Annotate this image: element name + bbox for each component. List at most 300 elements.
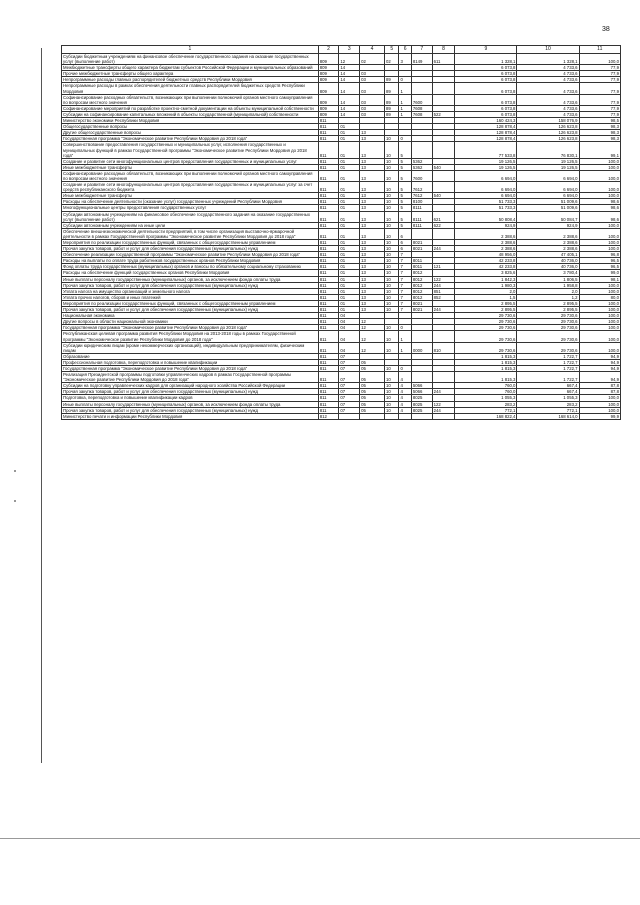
ministry-code-cell: 811	[318, 395, 339, 401]
planned-amount-cell: 160 424,3	[455, 118, 517, 124]
row-name-cell: Образование	[62, 353, 319, 359]
percent-cell: 98,6	[579, 211, 620, 222]
planned-amount-cell: 2 895,5	[455, 300, 517, 306]
planned-amount-cell: 924,9	[455, 222, 517, 228]
expense-type-cell	[432, 182, 455, 193]
expense-type-cell: 244	[432, 389, 455, 395]
row-name-cell: Субсидии на софинансирование капитальных вложений в объекты государственной (муниципальной) собственности	[62, 111, 319, 117]
row-name-cell: Иные выплаты персоналу государственных (муниципальных) органов, за исключением фонда оплаты труда	[62, 276, 319, 282]
subsection-cell: 13	[360, 130, 385, 136]
table-row	[62, 83, 621, 94]
actual-amount-cell: 4 733,6	[517, 105, 579, 111]
planned-amount-cell: 1 815,3	[455, 359, 517, 365]
planned-amount-cell: 51 733,3	[455, 199, 517, 205]
percent-cell: 87,8	[579, 383, 620, 389]
section-cell: 01	[339, 288, 360, 294]
article-cell	[411, 413, 432, 419]
actual-amount-cell: 4 733,6	[517, 94, 579, 105]
row-name-cell: Мероприятия по реализации государственных функций, связанных с общегосударственным управлением	[62, 300, 319, 306]
table-row	[62, 372, 621, 383]
header-cell: 8	[432, 46, 455, 54]
planned-amount-cell: 128 878,4	[455, 130, 517, 136]
percent-cell: 100,0	[579, 319, 620, 325]
article-cell	[411, 83, 432, 94]
subprogram-cell: 4	[399, 372, 411, 383]
article-cell: 8021	[411, 307, 432, 313]
subprogram-cell: 5	[399, 158, 411, 164]
planned-amount-cell: 50 808,4	[455, 211, 517, 222]
row-name-cell: Софинансирование расходных обязательств, возникающих при выполнении полномочий органов местного самоуправления по вопросам местного значения	[62, 94, 319, 105]
section-cell: 04	[339, 325, 360, 331]
planned-amount-cell: 19 126,5	[455, 164, 517, 170]
row-name-cell: Субсидии юридическим лицам (кроме некоммерческих организаций), индивидуальным предпринимателям, физическим лицам	[62, 342, 319, 353]
program-cell: 89	[384, 94, 398, 105]
section-cell: 01	[339, 294, 360, 300]
table-body	[62, 54, 621, 420]
section-cell: 14	[339, 65, 360, 71]
planned-amount-cell: 6 073,8	[455, 77, 517, 83]
percent-cell: 100,0	[579, 193, 620, 199]
planned-amount-cell: 2 388,6	[455, 228, 517, 239]
actual-amount-cell: 19 126,5	[517, 158, 579, 164]
section-cell: 01	[339, 240, 360, 246]
expense-type-cell: 122	[432, 401, 455, 407]
subprogram-cell: 0	[399, 325, 411, 331]
header-cell: 7	[411, 46, 432, 54]
ministry-code-cell: 811	[318, 307, 339, 313]
subsection-cell: 05	[360, 372, 385, 383]
section-cell: 01	[339, 182, 360, 193]
actual-amount-cell: 2 388,6	[517, 246, 579, 252]
percent-cell: 77,9	[579, 71, 620, 77]
article-cell: 5362	[411, 158, 432, 164]
table-row	[62, 211, 621, 222]
page-bottom-line	[0, 838, 640, 839]
percent-cell: 100,0	[579, 395, 620, 401]
subsection-cell: 02	[360, 54, 385, 65]
subprogram-cell: 6	[399, 228, 411, 239]
subprogram-cell: 7	[399, 288, 411, 294]
program-cell: 10	[384, 264, 398, 270]
actual-amount-cell: 126 623,8	[517, 136, 579, 142]
ministry-code-cell: 809	[318, 65, 339, 71]
section-cell: 12	[339, 54, 360, 65]
header-cell: 9	[455, 46, 517, 54]
actual-amount-cell: 50 084,7	[517, 211, 579, 222]
row-name-cell: Министерство печати и информации Республики Мордовия	[62, 413, 319, 419]
row-name-cell: Расходы на выплаты по оплате труда работников государственных органов Республики Мордовия	[62, 258, 319, 264]
section-cell: 14	[339, 83, 360, 94]
article-cell: 8100	[411, 199, 432, 205]
program-cell: 10	[384, 389, 398, 395]
subprogram-cell: 7	[399, 300, 411, 306]
table-row	[62, 142, 621, 158]
subsection-cell	[360, 413, 385, 419]
header-cell: 2	[318, 46, 339, 54]
actual-amount-cell: 76 830,1	[517, 142, 579, 158]
section-cell: 07	[339, 383, 360, 389]
program-cell: 10	[384, 325, 398, 331]
subsection-cell: 13	[360, 193, 385, 199]
program-cell: 10	[384, 164, 398, 170]
program-cell: 10	[384, 136, 398, 142]
ministry-code-cell: 811	[318, 258, 339, 264]
program-cell: 10	[384, 276, 398, 282]
row-name-cell: Межбюджетные трансферты общего характера бюджетам субъектов Российской Федерации и муниципальных образований	[62, 65, 319, 71]
ministry-code-cell: 811	[318, 118, 339, 124]
expense-type-cell: 244	[432, 246, 455, 252]
expense-type-cell: 244	[432, 307, 455, 313]
subsection-cell: 13	[360, 240, 385, 246]
program-cell: 10	[384, 252, 398, 258]
article-cell: 8111	[411, 205, 432, 211]
article-cell: 5362	[411, 164, 432, 170]
ministry-code-cell: 811	[318, 331, 339, 342]
percent-cell: 100,0	[579, 300, 620, 306]
expense-type-cell: 540	[432, 193, 455, 199]
expense-type-cell	[432, 228, 455, 239]
binding-margin-line	[41, 48, 42, 763]
percent-cell: 77,9	[579, 77, 620, 83]
actual-amount-cell: 667,4	[517, 383, 579, 389]
percent-cell: 100,0	[579, 240, 620, 246]
actual-amount-cell: 6 694,0	[517, 193, 579, 199]
program-cell: 10	[384, 342, 398, 353]
header-cell: 5	[384, 46, 398, 54]
expense-type-cell: 851	[432, 288, 455, 294]
subprogram-cell: 5	[399, 211, 411, 222]
section-cell: 04	[339, 342, 360, 353]
actual-amount-cell: 19 126,5	[517, 164, 579, 170]
actual-amount-cell: 47 405,1	[517, 252, 579, 258]
row-name-cell: Государственная программа "Экономическое развитие Республики Мордовия до 2018 года"	[62, 136, 319, 142]
actual-amount-cell: 2 388,6	[517, 228, 579, 239]
table-row	[62, 413, 621, 419]
section-cell: 07	[339, 407, 360, 413]
table-header-row	[62, 46, 621, 54]
percent-cell: 100,0	[579, 407, 620, 413]
section-cell: 01	[339, 264, 360, 270]
ministry-code-cell: 809	[318, 54, 339, 65]
actual-amount-cell: 40 736,0	[517, 258, 579, 264]
ministry-code-cell: 811	[318, 158, 339, 164]
subprogram-cell: 4	[399, 407, 411, 413]
ministry-code-cell: 811	[318, 228, 339, 239]
actual-amount-cell: 1 806,5	[517, 276, 579, 282]
planned-amount-cell: 1 815,3	[455, 365, 517, 371]
section-cell: 04	[339, 313, 360, 319]
row-name-cell: Субсидии бюджетным учреждениям на финансовое обеспечение государственного задания на оказание государственных услуг (выполнение работ)	[62, 54, 319, 65]
ministry-code-cell: 811	[318, 276, 339, 282]
planned-amount-cell: 772,1	[455, 407, 517, 413]
percent-cell: 98,6	[579, 205, 620, 211]
article-cell: 5066	[411, 389, 432, 395]
expense-type-cell: 810	[432, 342, 455, 353]
ministry-code-cell: 811	[318, 252, 339, 258]
program-cell: 10	[384, 193, 398, 199]
expense-type-cell	[432, 331, 455, 342]
expense-type-cell	[432, 83, 455, 94]
expense-type-cell: 622	[432, 222, 455, 228]
row-name-cell: Создание и развитие сети многофункциональных центров предоставления государственных и муниципальных услуг	[62, 158, 319, 164]
row-name-cell: Софинансирование расходных обязательств, возникающих при выполнении полномочий органов местного самоуправления по вопросам местного значения	[62, 170, 319, 181]
ministry-code-cell: 811	[318, 401, 339, 407]
subprogram-cell: 7	[399, 252, 411, 258]
program-cell: 10	[384, 246, 398, 252]
planned-amount-cell: 6 073,8	[455, 111, 517, 117]
expense-type-cell: 121	[432, 264, 455, 270]
row-name-cell: Государственная программа "Экономическое развитие Республики Мордовия до 2018 года"	[62, 325, 319, 331]
subsection-cell: 13	[360, 264, 385, 270]
subprogram-cell: 1	[399, 105, 411, 111]
header-cell: 3	[339, 46, 360, 54]
planned-amount-cell: 760,0	[455, 389, 517, 395]
subprogram-cell: 6	[399, 240, 411, 246]
actual-amount-cell: 3 780,4	[517, 270, 579, 276]
row-name-cell: Министерство экономики Республики Мордовия	[62, 118, 319, 124]
program-cell: 89	[384, 83, 398, 94]
table-row	[62, 170, 621, 181]
expense-type-cell: 244	[432, 407, 455, 413]
planned-amount-cell: 6 073,8	[455, 105, 517, 111]
expense-type-cell: 621	[432, 211, 455, 222]
percent-cell: 98,3	[579, 124, 620, 130]
section-cell: 14	[339, 94, 360, 105]
row-name-cell: Многофункциональные центры предоставления государственных услуг	[62, 205, 319, 211]
subsection-cell: 13	[360, 182, 385, 193]
program-cell: 10	[384, 142, 398, 158]
ministry-code-cell: 811	[318, 325, 339, 331]
percent-cell: 77,9	[579, 94, 620, 105]
header-cell: 6	[399, 46, 411, 54]
program-cell: 10	[384, 331, 398, 342]
planned-amount-cell: 6 073,8	[455, 71, 517, 77]
actual-amount-cell: 772,1	[517, 407, 579, 413]
planned-amount-cell: 6 694,0	[455, 182, 517, 193]
ministry-code-cell: 811	[318, 142, 339, 158]
actual-amount-cell: 283,2	[517, 401, 579, 407]
expense-type-cell	[432, 372, 455, 383]
ministry-code-cell: 811	[318, 130, 339, 136]
article-cell: 8025	[411, 401, 432, 407]
subprogram-cell: 7	[399, 307, 411, 313]
ministry-code-cell: 812	[318, 413, 339, 419]
planned-amount-cell: 51 733,3	[455, 205, 517, 211]
ministry-code-cell: 811	[318, 193, 339, 199]
subsection-cell: 03	[360, 111, 385, 117]
percent-cell: 100,0	[579, 307, 620, 313]
program-cell: 10	[384, 288, 398, 294]
article-cell: 8012	[411, 276, 432, 282]
ministry-code-cell: 809	[318, 111, 339, 117]
percent-cell: 87,8	[579, 389, 620, 395]
section-cell: 01	[339, 193, 360, 199]
table-row	[62, 331, 621, 342]
section-cell: 07	[339, 372, 360, 383]
program-cell: 10	[384, 158, 398, 164]
ministry-code-cell: 809	[318, 105, 339, 111]
actual-amount-cell: 667,4	[517, 389, 579, 395]
budget-table	[61, 45, 621, 420]
article-cell: 8021	[411, 240, 432, 246]
row-name-cell: Прочая закупка товаров, работ и услуг для обеспечения государственных (муниципальных) нужд	[62, 389, 319, 395]
planned-amount-cell: 29 730,6	[455, 313, 517, 319]
program-cell: 10	[384, 294, 398, 300]
section-cell: 01	[339, 158, 360, 164]
row-name-cell: Совершенствование предоставления государственных и муниципальных услуг, исполнения государственных и муниципальных функций в рамках Государственной программы "Экономическое развитие Республики Мордовия до 2018 года"	[62, 142, 319, 158]
program-cell	[384, 413, 398, 419]
actual-amount-cell: 4 733,6	[517, 71, 579, 77]
percent-cell: 77,9	[579, 65, 620, 71]
article-cell: 8025	[411, 407, 432, 413]
actual-amount-cell: 1 722,7	[517, 359, 579, 365]
percent-cell: 96,8	[579, 252, 620, 258]
section-cell: 14	[339, 111, 360, 117]
subprogram-cell: 6	[399, 246, 411, 252]
actual-amount-cell: 6 694,0	[517, 182, 579, 193]
percent-cell: 96,5	[579, 258, 620, 264]
percent-cell: 96,5	[579, 264, 620, 270]
section-cell	[339, 413, 360, 419]
subsection-cell: 13	[360, 307, 385, 313]
section-cell: 07	[339, 389, 360, 395]
planned-amount-cell: 6 694,0	[455, 170, 517, 181]
expense-type-cell: 852	[432, 294, 455, 300]
header-cell: 10	[517, 46, 579, 54]
percent-cell: 100,0	[579, 288, 620, 294]
article-cell: 7600	[411, 94, 432, 105]
subsection-cell: 05	[360, 383, 385, 389]
subsection-cell: 12	[360, 325, 385, 331]
actual-amount-cell: 29 730,6	[517, 313, 579, 319]
subsection-cell: 05	[360, 389, 385, 395]
article-cell: 8111	[411, 222, 432, 228]
actual-amount-cell: 51 009,6	[517, 205, 579, 211]
subprogram-cell: 5	[399, 199, 411, 205]
article-cell: 8111	[411, 211, 432, 222]
ministry-code-cell: 811	[318, 170, 339, 181]
actual-amount-cell: 158 076,9	[517, 118, 579, 124]
section-cell: 01	[339, 205, 360, 211]
article-cell	[411, 142, 432, 158]
actual-amount-cell: 168 614,0	[517, 413, 579, 419]
ministry-code-cell: 811	[318, 365, 339, 371]
planned-amount-cell: 48 956,0	[455, 252, 517, 258]
actual-amount-cell: 4 733,6	[517, 77, 579, 83]
subprogram-cell: 4	[399, 389, 411, 395]
header-cell: 4	[360, 46, 385, 54]
section-cell: 04	[339, 319, 360, 325]
row-name-cell: Фонд оплаты труда государственных (муниципальных) органов и взносы по обязательному социальному страхованию	[62, 264, 319, 270]
table-row	[62, 54, 621, 65]
actual-amount-cell: 2,0	[517, 288, 579, 294]
percent-cell: 100,0	[579, 222, 620, 228]
actual-amount-cell: 126 623,8	[517, 124, 579, 130]
planned-amount-cell: 168 822,4	[455, 413, 517, 419]
article-cell: 8149	[411, 54, 432, 65]
subprogram-cell: 7	[399, 270, 411, 276]
program-cell: 10	[384, 401, 398, 407]
row-name-cell: Другие общегосударственные вопросы	[62, 130, 319, 136]
percent-cell: 98,3	[579, 130, 620, 136]
percent-cell: 94,9	[579, 359, 620, 365]
row-name-cell: Создание и развитие сети многофункциональных центров предоставления государственных и муниципальных услуг за счет средств республиканского бюджета	[62, 182, 319, 193]
header-cell: 1	[62, 46, 319, 54]
subsection-cell: 12	[360, 331, 385, 342]
planned-amount-cell: 29 730,6	[455, 325, 517, 331]
subprogram-cell: 5	[399, 164, 411, 170]
table-row	[62, 342, 621, 353]
scan-speck	[14, 470, 16, 472]
article-cell: 8012	[411, 294, 432, 300]
ministry-code-cell: 811	[318, 294, 339, 300]
subsection-cell: 12	[360, 342, 385, 353]
expense-type-cell	[432, 94, 455, 105]
program-cell: 10	[384, 258, 398, 264]
expense-type-cell: 522	[432, 111, 455, 117]
actual-amount-cell: 40 736,0	[517, 264, 579, 270]
ministry-code-cell: 811	[318, 164, 339, 170]
planned-amount-cell: 6 073,8	[455, 94, 517, 105]
section-cell: 01	[339, 276, 360, 282]
row-name-cell: Реализация Президентской программы подготовки управленческих кадров в рамках Государственной программы "Экономическое развитие Республики Мордовия до 2018 года"	[62, 372, 319, 383]
article-cell: 8012	[411, 282, 432, 288]
percent-cell: 100,0	[579, 158, 620, 164]
actual-amount-cell: 29 730,6	[517, 319, 579, 325]
row-name-cell: Субсидии на подготовку управленческих кадров для организаций народного хозяйства Российской Федерации	[62, 383, 319, 389]
program-cell: 10	[384, 300, 398, 306]
section-cell: 04	[339, 331, 360, 342]
row-name-cell: Обеспечение внешнеэкономической деятельности предприятий, в том числе организация выставочно-ярмарочной деятельности в рамках Государственной программы "Экономическое развитие Республики Мордовия до 2018 года"	[62, 228, 319, 239]
row-name-cell: Национальная экономика	[62, 313, 319, 319]
ministry-code-cell: 811	[318, 319, 339, 325]
row-name-cell: Другие вопросы в области национальной экономики	[62, 319, 319, 325]
subsection-cell: 13	[360, 222, 385, 228]
actual-amount-cell: 29 730,6	[517, 342, 579, 353]
actual-amount-cell: 29 730,6	[517, 325, 579, 331]
planned-amount-cell: 6 694,0	[455, 193, 517, 199]
program-cell: 10	[384, 228, 398, 239]
program-cell: 10	[384, 407, 398, 413]
subsection-cell: 13	[360, 300, 385, 306]
subsection-cell: 13	[360, 270, 385, 276]
actual-amount-cell: 29 730,6	[517, 331, 579, 342]
subsection-cell: 13	[360, 294, 385, 300]
subprogram-cell: 0	[399, 136, 411, 142]
planned-amount-cell: 29 730,6	[455, 331, 517, 342]
row-name-cell: Расходы на обеспечение функций государственных органов Республики Мордовия	[62, 270, 319, 276]
ministry-code-cell: 811	[318, 313, 339, 319]
row-name-cell: Непрограммные расходы главных распорядителей бюджетных средств Республики Мордовия	[62, 77, 319, 83]
section-cell: 07	[339, 401, 360, 407]
percent-cell: 98,5	[579, 118, 620, 124]
section-cell: 14	[339, 105, 360, 111]
actual-amount-cell: 924,9	[517, 222, 579, 228]
ministry-code-cell: 811	[318, 372, 339, 383]
section-cell: 01	[339, 136, 360, 142]
subsection-cell: 03	[360, 71, 385, 77]
subsection-cell: 13	[360, 164, 385, 170]
planned-amount-cell: 1 980,3	[455, 282, 517, 288]
ministry-code-cell: 811	[318, 407, 339, 413]
subprogram-cell: 1	[399, 94, 411, 105]
subprogram-cell: 5	[399, 205, 411, 211]
subprogram-cell: 4	[399, 395, 411, 401]
subprogram-cell: 5	[399, 170, 411, 181]
article-cell: 0000	[411, 342, 432, 353]
percent-cell: 100,0	[579, 313, 620, 319]
ministry-code-cell: 811	[318, 389, 339, 395]
